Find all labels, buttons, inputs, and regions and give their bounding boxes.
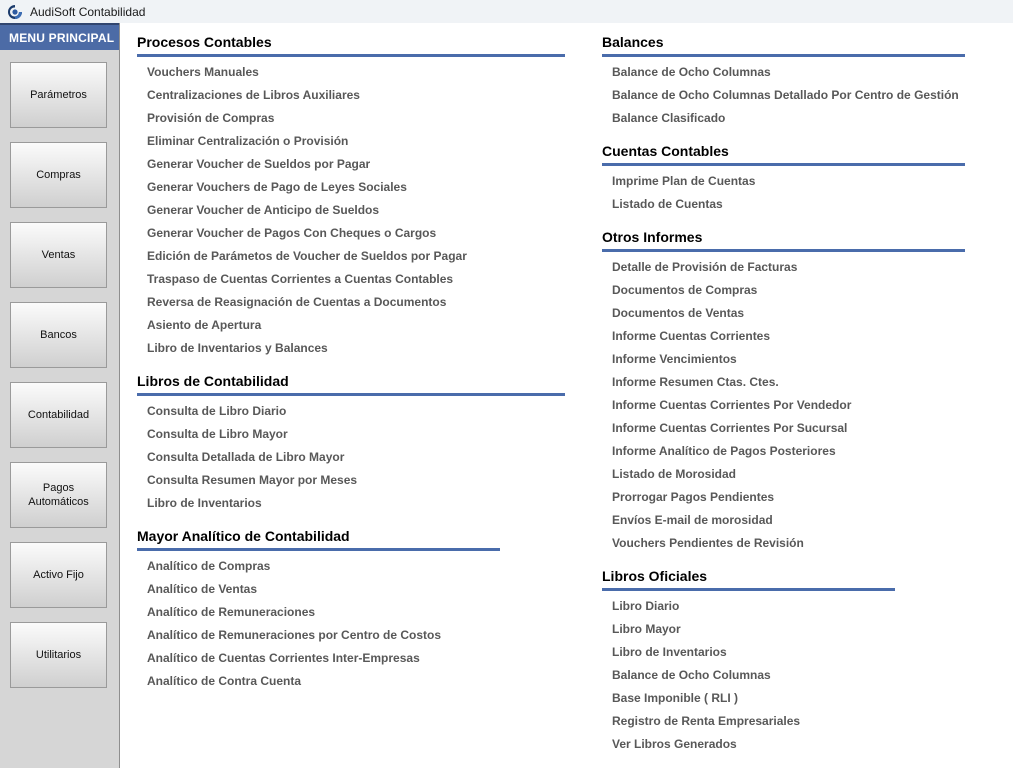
menu-item-link[interactable]: Edición de Parámetos de Voucher de Sueldos por Pagar [147, 249, 467, 263]
menu-item-link[interactable]: Consulta Detallada de Libro Mayor [147, 450, 345, 464]
menu-item-link[interactable]: Documentos de Compras [612, 283, 758, 297]
menu-item-link[interactable]: Libro Mayor [612, 622, 681, 636]
menu-item-link[interactable]: Generar Vouchers de Pago de Leyes Sociales [147, 180, 407, 194]
section-links [137, 61, 577, 360]
menu-item-link[interactable]: Centralizaciones de Libros Auxiliares [147, 88, 360, 102]
menu-item-link[interactable]: Analítico de Remuneraciones [147, 605, 316, 619]
menu-item-link[interactable]: Detalle de Provisión de Facturas [612, 260, 798, 274]
section-links [602, 256, 987, 555]
section-rule [137, 548, 500, 551]
menu-item-link[interactable]: Eliminar Centralización o Provisión [147, 134, 349, 148]
sidebar-button-contabilidad[interactable]: Contabilidad [10, 382, 107, 448]
menu-item-link[interactable]: Analítico de Ventas [147, 582, 258, 596]
sidebar-button-compras[interactable]: Compras [10, 142, 107, 208]
menu-item-link[interactable]: Listado de Morosidad [612, 467, 737, 481]
menu-item-link[interactable]: Vouchers Pendientes de Revisión [612, 536, 804, 550]
section-title: Procesos Contables [137, 34, 272, 50]
sidebar-button-pagos-automaticos[interactable]: Pagos Automáticos [10, 462, 107, 528]
left-column [137, 33, 577, 705]
section-title: Libros Oficiales [602, 568, 708, 584]
section-rule [137, 393, 565, 396]
section-rule [602, 588, 895, 591]
section-links [602, 170, 987, 216]
menu-item-link[interactable]: Base Imponible ( RLI ) [612, 691, 739, 705]
menu-item-link[interactable]: Provisión de Compras [147, 111, 275, 125]
menu-item-link[interactable]: Balance de Ocho Columnas [612, 668, 771, 682]
section-rule [602, 54, 965, 57]
sidebar-button-ventas[interactable]: Ventas [10, 222, 107, 288]
menu-item-link[interactable]: Reversa de Reasignación de Cuentas a Documentos [147, 295, 447, 309]
section-mayor-analitico [137, 527, 577, 693]
right-column [602, 33, 987, 768]
sidebar [0, 23, 120, 768]
sidebar-header: MENU PRINCIPAL [0, 23, 119, 50]
menu-item-link[interactable]: Imprime Plan de Cuentas [612, 174, 756, 188]
menu-item-link[interactable]: Balance Clasificado [612, 111, 726, 125]
menu-item-link[interactable]: Balance de Ocho Columnas [612, 65, 771, 79]
menu-item-link[interactable]: Generar Voucher de Pagos Con Cheques o Cargos [147, 226, 437, 240]
menu-item-link[interactable]: Analítico de Remuneraciones por Centro de Costos [147, 628, 442, 642]
section-links [137, 555, 577, 693]
sidebar-button-activo-fijo[interactable]: Activo Fijo [10, 542, 107, 608]
menu-item-link[interactable]: Envíos E-mail de morosidad [612, 513, 773, 527]
menu-item-link[interactable]: Ver Libros Generados [612, 737, 737, 751]
sidebar-button-parametros[interactable]: Parámetros [10, 62, 107, 128]
sidebar-button-utilitarios[interactable]: Utilitarios [10, 622, 107, 688]
section-title: Cuentas Contables [602, 143, 729, 159]
section-title: Libros de Contabilidad [137, 373, 289, 389]
section-rule [602, 163, 965, 166]
menu-item-link[interactable]: Informe Vencimientos [612, 352, 737, 366]
menu-item-link[interactable]: Consulta de Libro Mayor [147, 427, 288, 441]
section-title: Mayor Analítico de Contabilidad [137, 528, 350, 544]
menu-item-link[interactable]: Registro de Renta Empresariales [612, 714, 801, 728]
app-logo-icon [7, 4, 23, 20]
menu-item-link[interactable]: Traspaso de Cuentas Corrientes a Cuentas Contables [147, 272, 454, 286]
menu-item-link[interactable]: Asiento de Apertura [147, 318, 262, 332]
menu-item-link[interactable]: Informe Resumen Ctas. Ctes. [612, 375, 779, 389]
menu-item-link[interactable]: Informe Cuentas Corrientes [612, 329, 771, 343]
section-cuentas-contables [602, 142, 987, 216]
section-links [137, 400, 577, 515]
section-title: Otros Informes [602, 229, 703, 245]
menu-item-link[interactable]: Libro de Inventarios y Balances [147, 341, 328, 355]
menu-item-link[interactable]: Prorrogar Pagos Pendientes [612, 490, 775, 504]
section-rule [137, 54, 565, 57]
titlebar [0, 0, 1013, 23]
section-links [602, 61, 987, 130]
section-balances [602, 33, 987, 130]
section-otros-informes [602, 228, 987, 555]
section-links [602, 595, 987, 756]
menu-item-link[interactable]: Documentos de Ventas [612, 306, 745, 320]
menu-item-link[interactable]: Balance de Ocho Columnas Detallado Por Centro de Gestión [612, 88, 959, 102]
menu-item-link[interactable]: Analítico de Contra Cuenta [147, 674, 302, 688]
menu-item-link[interactable]: Informe Analítico de Pagos Posteriores [612, 444, 836, 458]
menu-item-link[interactable]: Listado de Cuentas [612, 197, 723, 211]
menu-item-link[interactable]: Informe Cuentas Corrientes Por Sucursal [612, 421, 848, 435]
sidebar-button-bancos[interactable]: Bancos [10, 302, 107, 368]
menu-item-link[interactable]: Consulta de Libro Diario [147, 404, 287, 418]
section-procesos-contables [137, 33, 577, 360]
menu-item-link[interactable]: Libro de Inventarios [147, 496, 262, 510]
menu-item-link[interactable]: Libro Diario [612, 599, 680, 613]
menu-item-link[interactable]: Consulta Resumen Mayor por Meses [147, 473, 358, 487]
menu-item-link[interactable]: Analítico de Cuentas Corrientes Inter-Empresas [147, 651, 420, 665]
menu-item-link[interactable]: Analítico de Compras [147, 559, 271, 573]
section-libros-de-contabilidad [137, 372, 577, 515]
section-libros-oficiales [602, 567, 987, 756]
menu-item-link[interactable]: Generar Voucher de Sueldos por Pagar [147, 157, 371, 171]
window-title: AudiSoft Contabilidad [30, 4, 146, 19]
menu-item-link[interactable]: Generar Voucher de Anticipo de Sueldos [147, 203, 380, 217]
menu-item-link[interactable]: Libro de Inventarios [612, 645, 727, 659]
section-title: Balances [602, 34, 664, 50]
section-rule [602, 249, 965, 252]
menu-item-link[interactable]: Vouchers Manuales [147, 65, 259, 79]
menu-item-link[interactable]: Informe Cuentas Corrientes Por Vendedor [612, 398, 852, 412]
